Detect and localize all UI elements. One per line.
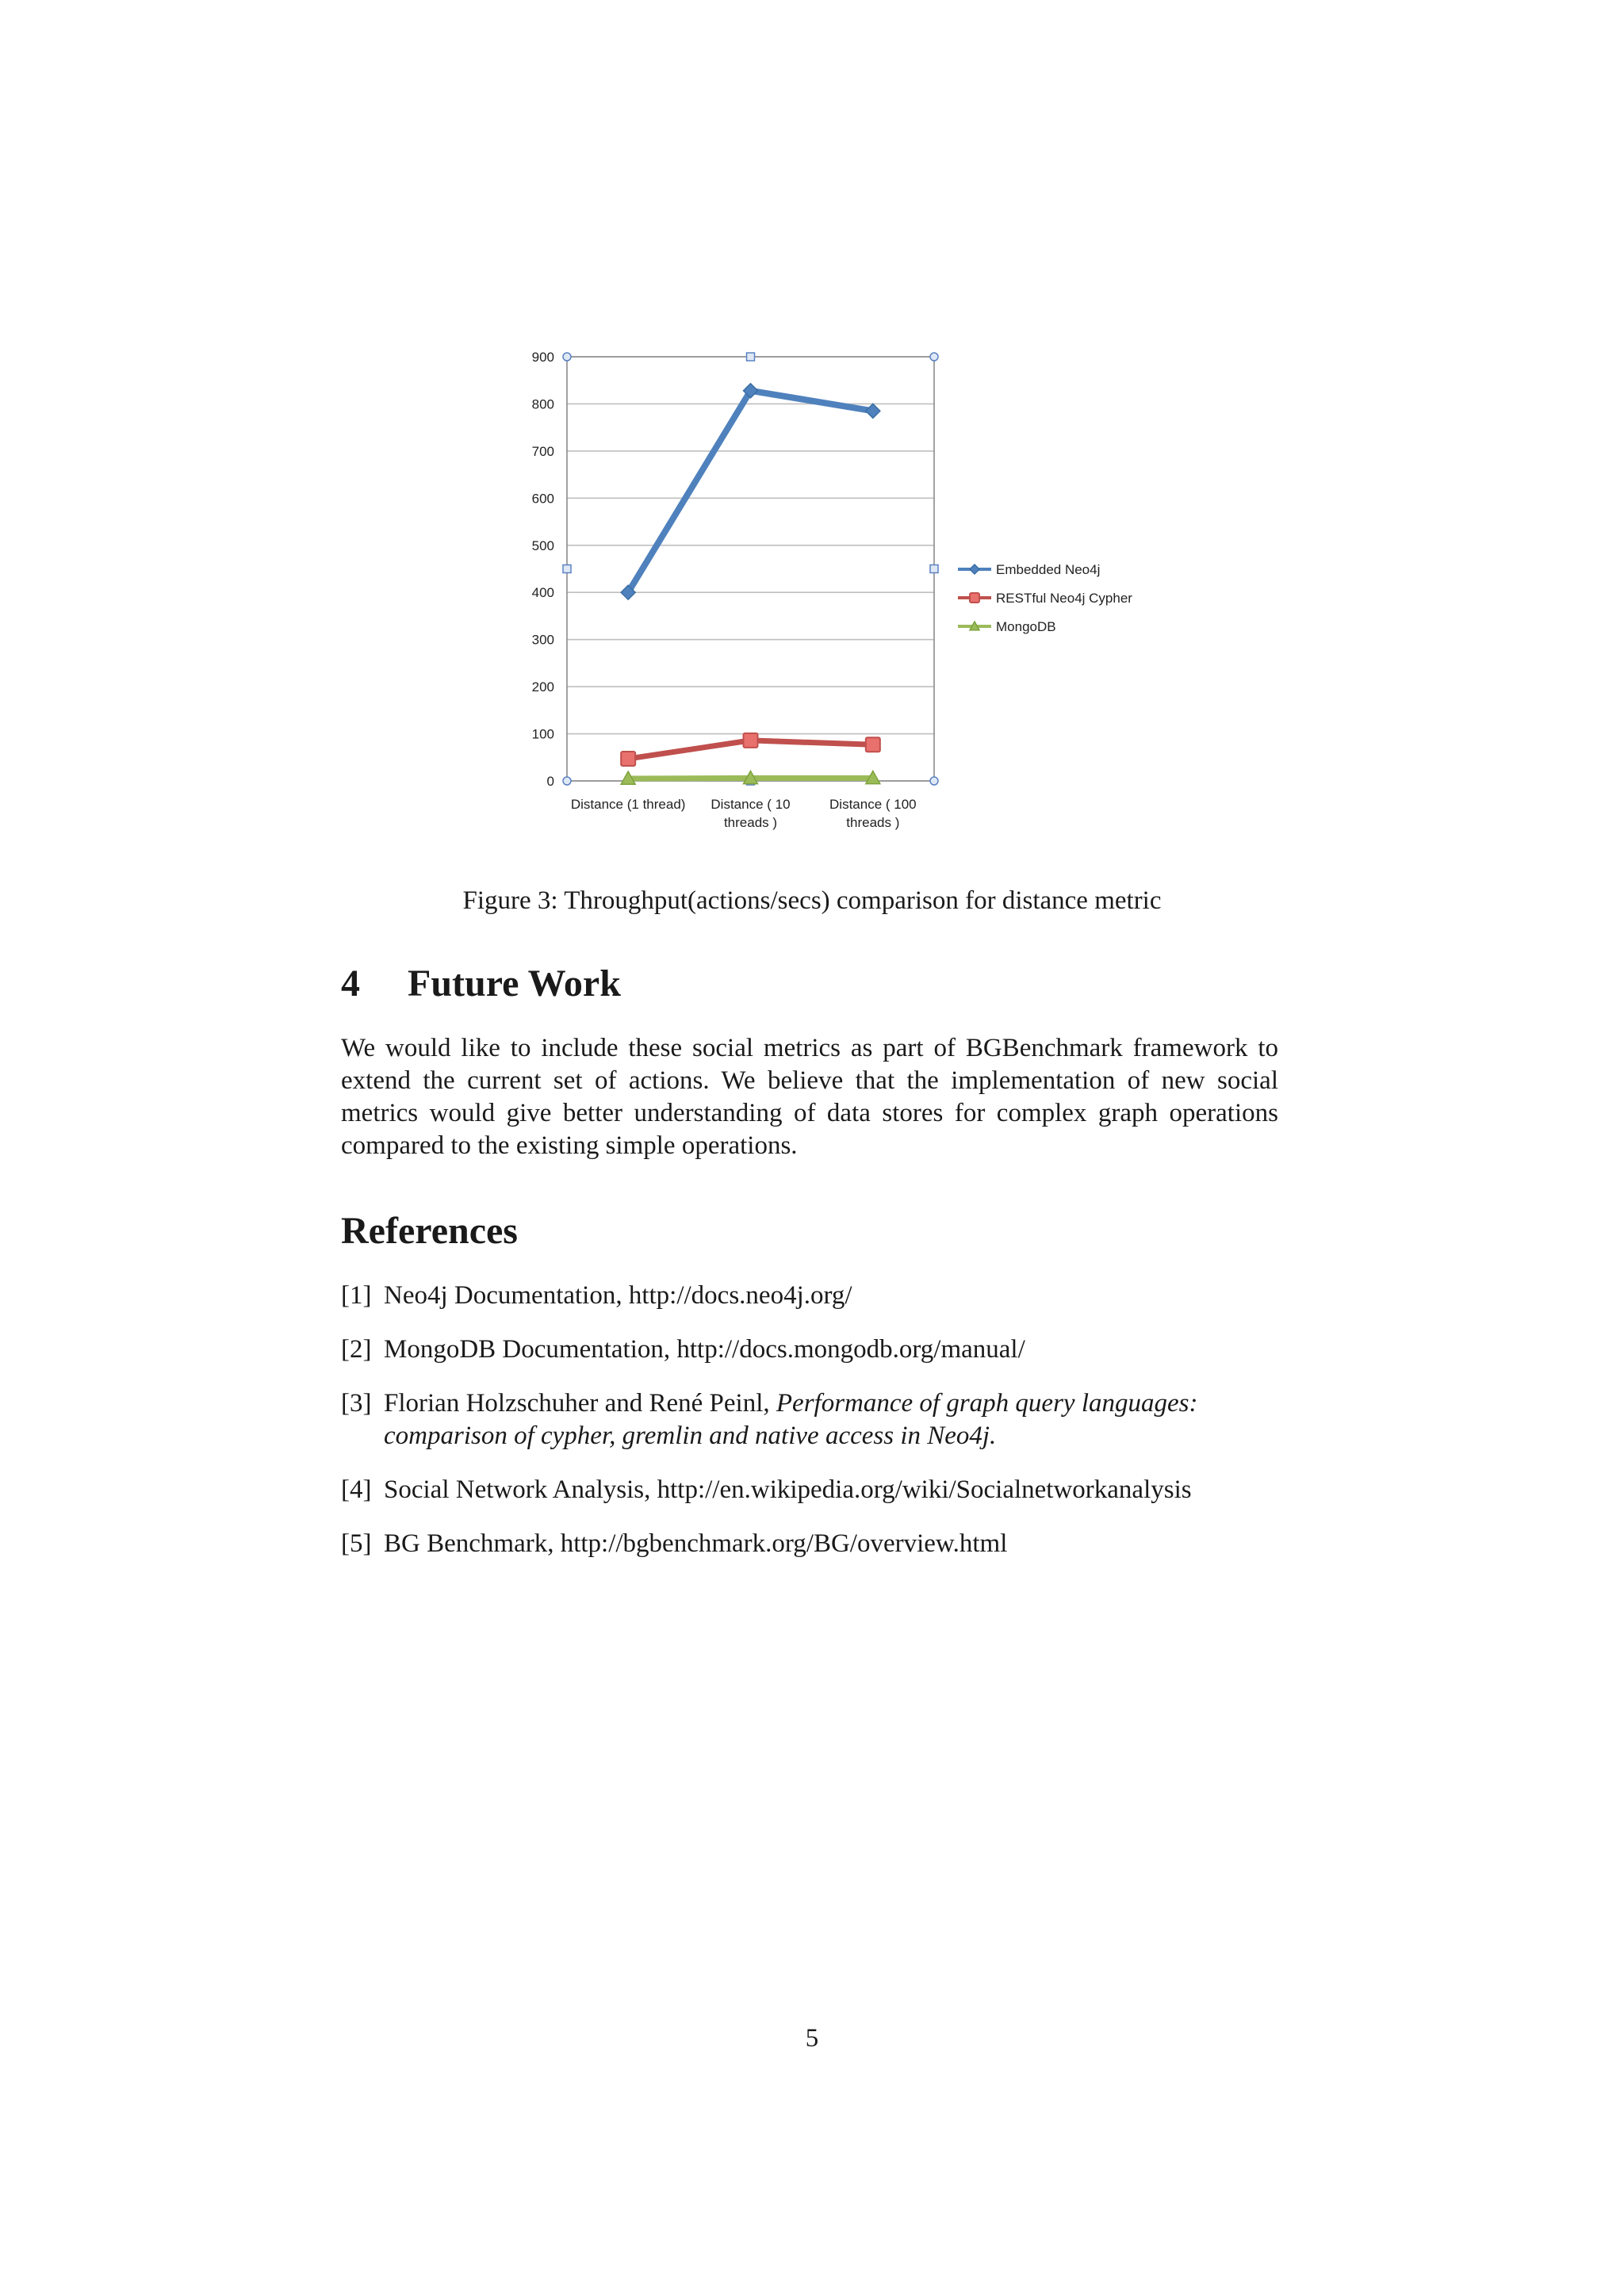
reference-number: [1] xyxy=(341,1281,372,1310)
data-point-restful-neo4j-cypher xyxy=(866,737,880,752)
section-heading xyxy=(341,962,621,1005)
reference-text: Florian Holzschuher and René Peinl, xyxy=(384,1389,776,1418)
x-tick-label: threads ) xyxy=(723,815,778,830)
selection-handle xyxy=(563,565,571,573)
y-tick-label: 300 xyxy=(531,632,554,648)
selection-handle xyxy=(930,777,938,785)
references-list xyxy=(341,1280,1293,1582)
throughput-line-chart xyxy=(523,341,1158,848)
selection-handle xyxy=(930,565,938,573)
x-tick-label: threads ) xyxy=(846,815,900,830)
x-tick-label: Distance ( 100 xyxy=(829,797,917,812)
reference-item xyxy=(341,1528,1293,1560)
selection-handle xyxy=(563,777,571,785)
selection-handle xyxy=(747,353,755,361)
reference-item xyxy=(341,1334,1293,1366)
reference-text: MongoDB Documentation, http://docs.mongodb.org/manual/ xyxy=(384,1335,1025,1364)
legend-marker xyxy=(970,593,979,603)
y-tick-label: 100 xyxy=(531,726,554,742)
legend-marker xyxy=(970,564,979,574)
reference-text: Neo4j Documentation, http://docs.neo4j.org/ xyxy=(384,1281,852,1310)
x-tick-label: Distance ( 10 xyxy=(710,797,791,812)
data-point-restful-neo4j-cypher xyxy=(744,733,758,748)
y-tick-label: 400 xyxy=(531,585,554,601)
references-heading: References xyxy=(341,1210,518,1252)
y-tick-label: 500 xyxy=(531,538,554,553)
selection-handle xyxy=(563,353,571,361)
reference-number: [2] xyxy=(341,1335,372,1364)
reference-title: Performance of graph query languages: xyxy=(776,1389,1198,1418)
plot-frame xyxy=(567,357,934,781)
data-point-embedded-neo4j xyxy=(866,404,880,418)
y-tick-label: 900 xyxy=(531,350,554,365)
section-title: Future Work xyxy=(408,962,621,1004)
page-number: 5 xyxy=(805,2024,819,2053)
legend-label: MongoDB xyxy=(996,619,1056,634)
reference-text: Social Network Analysis, http://en.wikipedia.org/wiki/Socialnetworkanalysis xyxy=(384,1475,1192,1504)
y-tick-label: 200 xyxy=(531,679,554,695)
reference-number: [4] xyxy=(341,1475,372,1504)
y-tick-label: 800 xyxy=(531,396,554,412)
legend-label: Embedded Neo4j xyxy=(996,562,1101,577)
reference-number: [3] xyxy=(341,1389,372,1418)
legend-label: RESTful Neo4j Cypher xyxy=(996,591,1132,606)
section-number: 4 xyxy=(341,962,360,1004)
reference-number: [5] xyxy=(341,1529,372,1558)
y-tick-label: 600 xyxy=(531,491,554,507)
reference-text: BG Benchmark, http://bgbenchmark.org/BG/overview.html xyxy=(384,1529,1008,1558)
series-line-embedded-neo4j xyxy=(628,391,873,592)
data-point-restful-neo4j-cypher xyxy=(621,752,635,766)
reference-item xyxy=(341,1387,1293,1452)
x-tick-label: Distance (1 thread) xyxy=(570,797,686,812)
section-body: We would like to include these social metrics as part of BGBenchmark framework to extend the current set of actions. We believe that the implementation of new social metrics would give better understanding of data stores for complex graph operations compared to the existing simple operations. xyxy=(341,1034,1278,1160)
reference-item xyxy=(341,1474,1293,1506)
y-tick-label: 0 xyxy=(546,774,554,789)
reference-title-continued: comparison of cypher, gremlin and native access in Neo4j. xyxy=(384,1422,997,1450)
selection-handle xyxy=(930,353,938,361)
reference-item xyxy=(341,1280,1293,1312)
y-tick-label: 700 xyxy=(531,443,554,459)
figure-caption: Figure 3: Throughput(actions/secs) comparison for distance metric xyxy=(462,886,1162,915)
